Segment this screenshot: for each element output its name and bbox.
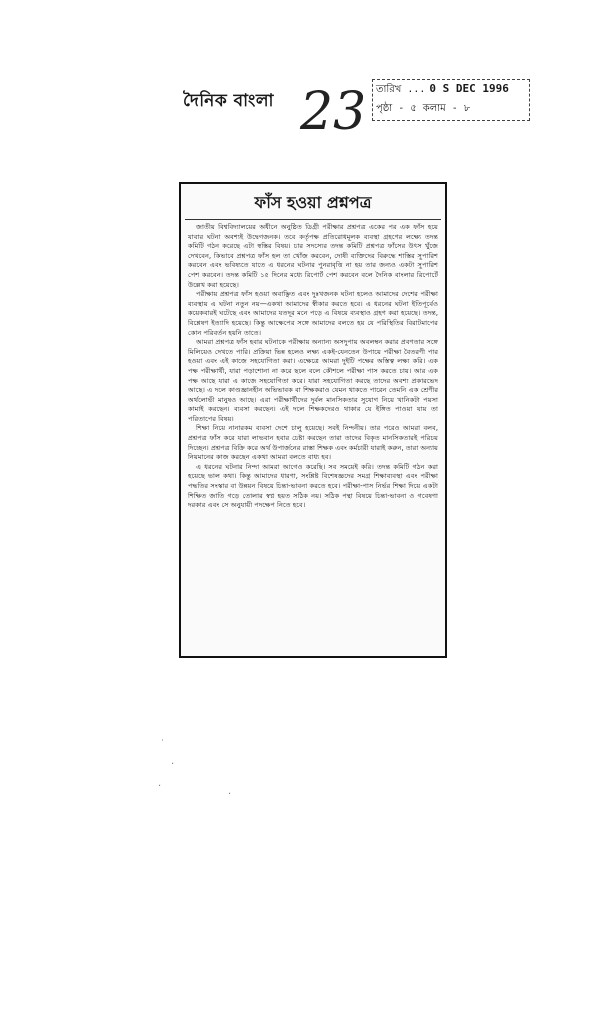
- clipping-paragraph: এ ধরনের ঘটনার নিন্দা আমরা আগেও করেছি। সব সময়েই করি। তদন্ত কমিটি গঠন করা হয়েছে ভাল কথা। কিন্তু আমাদের ধারণা, সংশ্লিষ্ট বিশেষজ্ঞদের সমগ্র শিক্ষাব্যবস্থা এবং পরীক্ষা পদ্ধতির সংস্কার বা উন্নয়ন বিষয়ে চিন্তা-ভাবনা করতে হবে। পরীক্ষা-পাস নির্ভর শিক্ষা দিয়ে একটা শিক্ষিত জাতি গড়ে তোলার স্বপ্ন হয়ত সঠিক নয়। সঠিক পন্থা বিষয়ে চিন্তা-ভাবনা ও গবেষণা দরকার এবং সে অনুযায়ী পদক্ষেপ নিতে হবে।: [188, 462, 438, 510]
- date-stamp: [372, 79, 532, 121]
- clipping-paragraph: পরীক্ষায় প্রশ্নপত্র ফাঁস হওয়া অবাঞ্ছিত এবং দুঃখজনক ঘটনা হলেও আমাদের দেশের পরীক্ষা ব্যবস্থায় এ ঘটনা নতুন নয়—একথা আমাদের স্বীকার করতে হবে। এ ধরনের ঘটনা ইতিপূর্বেও কয়েকবারই ঘটেছে এবং আমাদের যতদূর মনে পড়ে এ বিষয়ে ব্যবস্থাও গ্রহণ করা হয়েছে। তদন্ত, বিশ্লেষণ ইত্যাদি হয়েছে। কিন্তু আক্ষেপের সঙ্গে আমাদের বলতে হয় যে পরিস্থিতির বিরাটমাপের কোন পরিবর্তন হয়নি তাতে।: [188, 290, 438, 337]
- newspaper-clipping: [179, 182, 447, 658]
- scan-speck: ·: [228, 789, 232, 800]
- clipping-paragraph: শিক্ষা নিয়ে নানারকম ব্যবসা দেশে চালু হয়েছে। সবই নিন্দনীয়। তার পরেও আমরা বলব, প্রশ্নপত্র ফাঁস করে যারা লাভবান হবার চেষ্টা করছেন তারা তাদের বিকৃত মানসিকতারই পরিচয় দিচ্ছেন। প্রশ্নপত্র বিক্রি করে অর্থ উপার্জনের রাস্তা শিক্ষক এবং কর্মচারী যারাই করুন, তারা অন্যায় নিয়মানের কাজ করছেন একথা আমরা বলতে বাধ্য হব।: [188, 424, 438, 462]
- handwritten-page-number: 23: [300, 82, 367, 142]
- stamp-page-column-line: পৃষ্ঠা - ৫ কলাম - ৮: [376, 103, 471, 114]
- scan-speck: ˙: [160, 739, 165, 750]
- clipping-paragraph: জাতীয় বিশ্ববিদ্যালয়ের অধীনে অনুষ্ঠিত ডিগ্রী পরীক্ষার প্রশ্নপত্র একের পর এক ফাঁস হয়ে যাবার ঘটনা অবশ্যই উদ্বেগজনক। তবে কর্তৃপক্ষ প্রতিরোধমূলক ব্যবস্থা গ্রহণের লক্ষ্যে তদন্ত কমিটি গঠন করেছে এটা স্বস্তির বিষয়। চার সদস্যের তদন্ত কমিটি প্রশ্নপত্র ফাঁসের উৎস খুঁজে দেখবেন, কিভাবে প্রশ্নপত্র ফাঁস হল তা খোঁজ করবেন, দোষী ব্যক্তিদের বিরুদ্ধে শাস্তির সুপারিশ করবেন এবং ভবিষ্যতে যাতে এ ধরনের ঘটনার পুনরাবৃত্তি না হয় তার জন্যও একটা সুপারিশ পেশ করবেন। তদন্ত কমিটি ১৫ দিনের মধ্যে রিপোর্ট পেশ করবেন বলে দৈনিক বাংলার রিপোর্টে উল্লেখ করা হয়েছে।: [188, 223, 438, 289]
- clipping-paragraph: আমরা প্রশ্নপত্র ফাঁস হবার ঘটনাকে পরীক্ষায় অন্যান্য অসদুপায় অবলম্বন করার প্রবণতার সঙ্গে মিলিয়েও দেখতে পারি। প্রক্রিয়া ভিন্ন হলেও লক্ষ্য একই-যেনতেন উপায়ে পরীক্ষা বৈতরণী পার হওয়া এবং এই কাজে সহযোগিতা করা। এক্ষেত্রে আমরা দুইটি পক্ষের অস্তিত্ব লক্ষ্য করি। এক পক্ষ পরীক্ষার্থী, যারা পড়াশোনা না করে ছলে বলে কৌশলে পরীক্ষা পাস করতে চায়। আর এক পক্ষ আছে যারা এ কাজে সহযোগিতা করে। যারা সহযোগিতা করছে তাদের অবশ্য প্রকারভেদ আছে। এ দলে কাণ্ডজ্ঞানহীন অভিভাবক বা শিক্ষকরাও যেমন থাকতে পারেন তেমনি এক শ্রেণীর অর্থলোভী মানুষও আছে। এরা পরীক্ষার্থীদের দুর্বল মানসিকতার সুযোগ নিয়ে খানিকটা পয়সা কামাই করছেন। ব্যবসা করছেন। এই দলে শিক্ষকদেরও থাকার যে ইঙ্গিত পাওয়া যায় তা পরিতাপের বিষয়।: [188, 338, 438, 423]
- stamp-date-value: 0 S DEC 1996: [429, 82, 509, 95]
- clipping-headline: ফাঁস হওয়া প্রশ্নপত্র: [185, 190, 441, 220]
- newspaper-name: দৈনিক বাংলা: [183, 91, 274, 111]
- stamp-date-label: তারিখ ...: [376, 84, 426, 95]
- scan-speck: ·: [171, 759, 175, 770]
- stamp-date-line: [376, 82, 509, 99]
- scan-speck: ·: [158, 781, 162, 792]
- clipping-body: [188, 223, 438, 511]
